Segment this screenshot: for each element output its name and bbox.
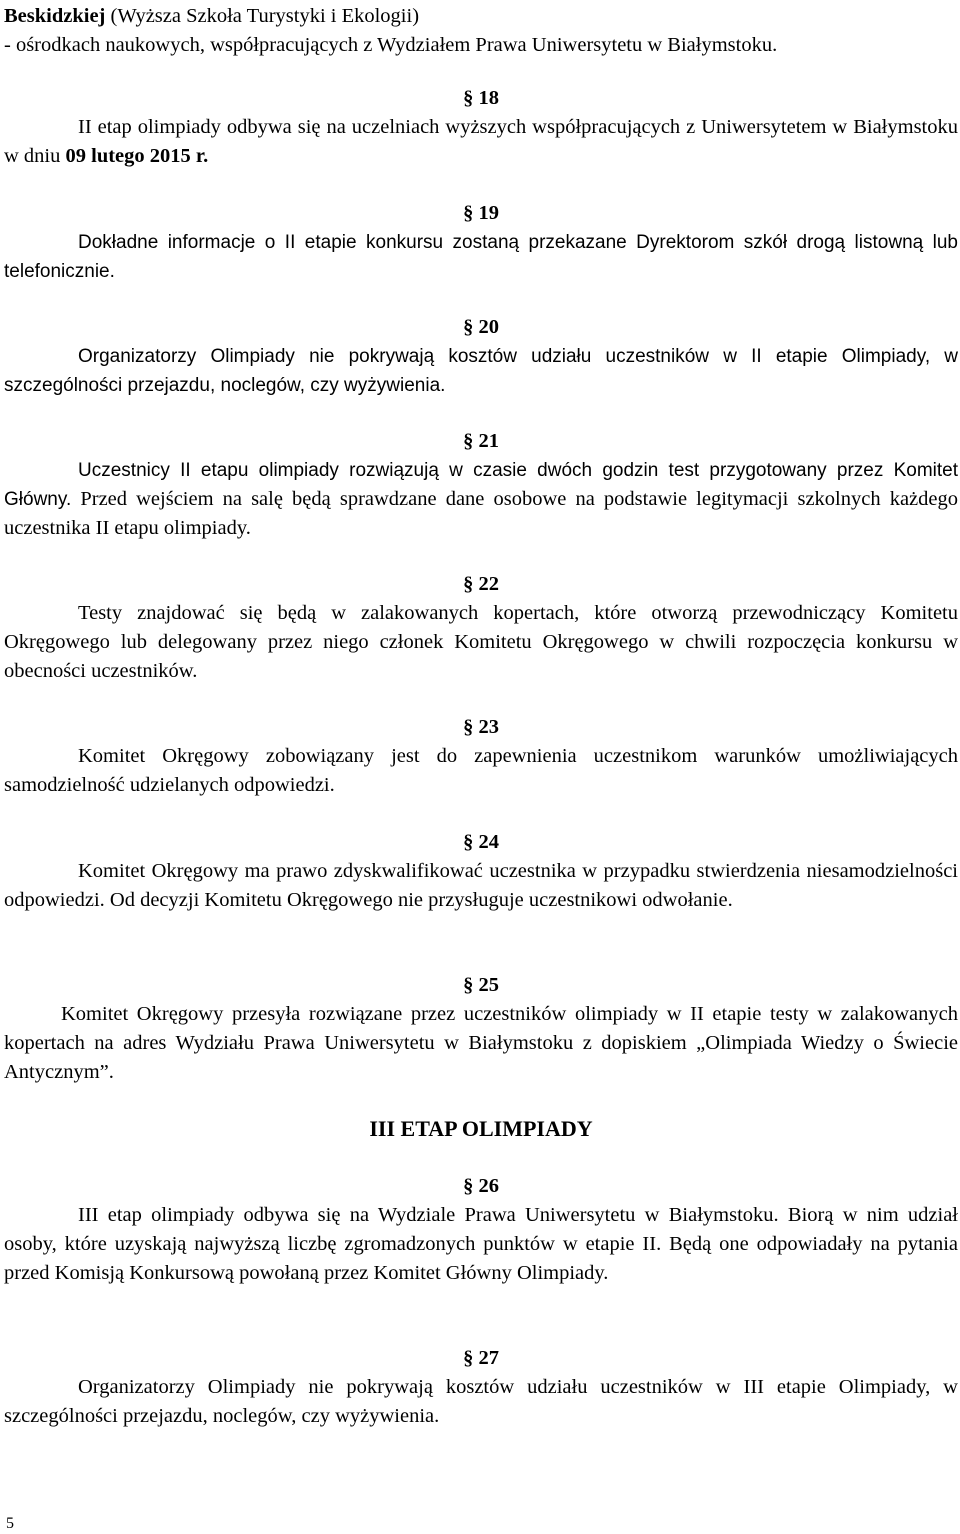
stage3-heading-block	[4, 1114, 958, 1143]
section-number: § 19	[463, 202, 499, 224]
paragraph-text: Testy znajdować się będą w zalakowanych kopertach, które otworzą przewodniczący Komitetu Okręgowego lub delegowany przez niego członek Komitetu Okręgowego w chwili rozpoczęcia konkursu w obecności uczestników.	[4, 602, 958, 682]
section-number: § 27	[463, 1347, 499, 1369]
paragraph-date: 09 lutego 2015 r.	[65, 145, 209, 167]
paragraph-25	[4, 971, 958, 1087]
paragraph-27	[4, 1344, 958, 1431]
paragraph-text: Organizatorzy Olimpiady nie pokrywają kosztów udziału uczestników w II etapie Olimpiady, w szczególności przejazdu, noclegów, czy wyżywienia.	[4, 346, 958, 396]
page-number: 5	[6, 1515, 14, 1532]
paragraph-19	[4, 199, 958, 286]
paragraph-text: Dokładne informacje o II etapie konkursu zostaną przekazane Dyrektorom szkół drogą listowną lub telefonicznie.	[4, 232, 958, 282]
section-number: § 25	[463, 974, 499, 996]
paragraph-18	[4, 84, 958, 171]
intro-line-1	[4, 2, 958, 31]
paragraph-text: Komitet Okręgowy przesyła rozwiązane przez uczestników olimpiady w II etapie testy w zalakowanych kopertach na adres Wydziału Prawa Uniwersytetu w Białymstoku z dopiskiem „Olimpiada Wiedzy o Świecie Antycznym”.	[4, 1003, 958, 1083]
paragraph-20	[4, 313, 958, 400]
paragraph-text	[4, 113, 958, 171]
paragraph-text: Organizatorzy Olimpiady nie pokrywają kosztów udziału uczestników w III etapie Olimpiady, w szczególności przejazdu, noclegów, czy wyżywienia.	[4, 1376, 958, 1427]
paragraph-22	[4, 570, 958, 686]
paragraph-text-a: II etap olimpiady odbywa się na uczelniach wyższych współpracujących z Uniwersytetem w Białymstoku w dniu	[4, 116, 958, 167]
paragraph-text	[4, 456, 958, 543]
intro-rest: (Wyższa Szkoła Turystyki i Ekologii)	[105, 5, 420, 27]
section-number: § 20	[463, 316, 499, 338]
paragraph-21	[4, 427, 958, 543]
section-number: § 21	[463, 430, 499, 452]
section-number: § 18	[463, 87, 499, 109]
intro-bold: Beskidzkiej	[4, 5, 106, 27]
paragraph-23	[4, 713, 958, 800]
paragraph-text-a: Uczestnicy II etapu olimpiady rozwiązują w czasie dwóch godzin test przygotowany przez Komitet Główny.	[4, 460, 958, 510]
section-number: § 22	[463, 573, 499, 595]
section-number: § 26	[463, 1175, 499, 1197]
section-number: § 23	[463, 716, 499, 738]
paragraph-text: Komitet Okręgowy ma prawo zdyskwalifikować uczestnika w przypadku stwierdzenia niesamodzielności odpowiedzi. Od decyzji Komitetu Okręgowego nie przysługuje uczestnikowi odwołanie.	[4, 860, 958, 911]
intro-block	[4, 2, 958, 60]
section-number: § 24	[463, 831, 499, 853]
paragraph-26	[4, 1172, 958, 1288]
paragraph-text: Komitet Okręgowy zobowiązany jest do zapewnienia uczestnikom warunków umożliwiających samodzielność udzielanych odpowiedzi.	[4, 745, 958, 796]
paragraph-text-b: Przed wejściem na salę będą sprawdzane dane osobowe na podstawie legitymacji szkolnych każdego uczestnika II etapu olimpiady.	[4, 488, 958, 539]
intro-line-2: - ośrodkach naukowych, współpracujących z Wydziałem Prawa Uniwersytetu w Białymstoku.	[4, 34, 778, 56]
paragraph-text: III etap olimpiady odbywa się na Wydziale Prawa Uniwersytetu w Białymstoku. Biorą w nim udział osoby, które uzyskają najwyższą liczbę zgromadzonych punktów w etapie II. Będą one odpowiadały na pytania przed Komisją Konkursową powołaną przez Komitet Główny Olimpiady.	[4, 1204, 958, 1284]
stage3-heading: III ETAP OLIMPIADY	[369, 1116, 593, 1141]
paragraph-24	[4, 828, 958, 915]
